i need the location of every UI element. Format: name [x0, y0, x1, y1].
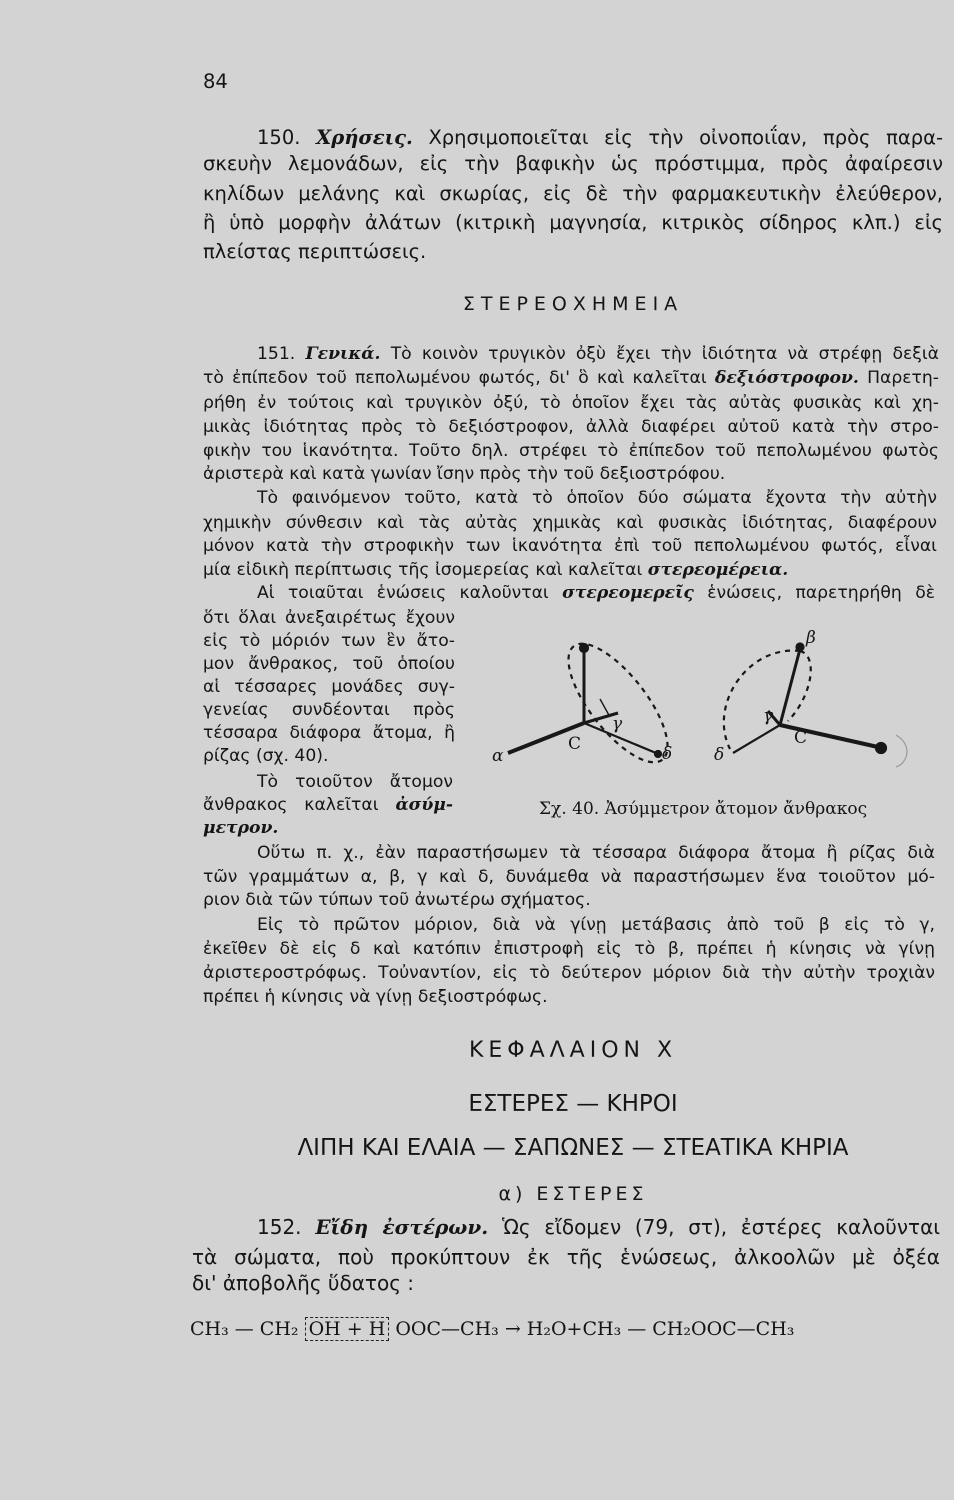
p151-line-3: ρήθη ἐν τούτοις καὶ τρυγικὸν ὀξύ, τὸ ὁποῖον ἔχει τὰς αὐτὰς φυσικὰς καὶ χη- — [203, 393, 939, 413]
p151-para4-left-2 — [203, 794, 453, 817]
p151-para3-left-4: αἱ τέσσαρες μονάδες συγ- — [203, 677, 455, 697]
label-delta-right: δ — [714, 745, 725, 765]
label-delta-left: δ — [662, 744, 673, 764]
p152-number: 152. — [257, 1215, 302, 1239]
p150-heading: Χρήσεις. — [316, 126, 413, 149]
p150-line-1-text: Χρησιμοποιεῖται εἰς τὴν οἰνοποιΐαν, πρὸς παρα- — [428, 126, 944, 149]
equation-products: H₂O+CH₃ — CH₂OOC—CH₃ — [526, 1318, 795, 1340]
p150-line-5: πλείστας περιπτώσεις. — [203, 240, 427, 263]
bond-c-beta-right — [780, 649, 800, 725]
section-heading-stereochemistry: ΣΤΕΡΕΟΧΗΜΕΙΑ — [462, 293, 684, 315]
label-gamma-left: γ — [612, 714, 623, 734]
page-number: 84 — [203, 70, 228, 93]
chapter-title-2: ΛΙΠΗ ΚΑΙ ΕΛΑΙΑ — ΣΑΠΩΝΕΣ — ΣΤΕΑΤΙΚΑ ΚΗΡΙΑ — [297, 1135, 849, 1161]
p150-line-4: ἢ ὑπὸ μορφὴν ἀλάτων (κιτρικὴ μαγνησία, κιτρικὸς σίδηρος κλπ.) εἰς — [203, 211, 943, 234]
p151-para6-line-3: ἀριστεροστρόφως. Τοὐναντίον, εἰς τὸ δεύτερον μόριον διὰ τὴν αὐτὴν τροχιὰν — [203, 963, 935, 983]
p151-para4-left-2-text: ἄνθρακος καλεῖται — [203, 795, 379, 815]
atom-delta-left — [655, 751, 661, 757]
p152-line-1 — [257, 1214, 940, 1240]
term-stereoisomeric: στερεομερεῖς — [562, 583, 694, 603]
label-c-left: C — [568, 734, 582, 754]
p152-line-3: δι' ἀποβολῆς ὕδατος : — [192, 1271, 415, 1295]
p152-heading: Εἴδη ἐστέρων. — [315, 1215, 489, 1239]
p151-number: 151. — [257, 344, 296, 364]
atom-alpha-right — [876, 743, 886, 753]
p151-para5-line-1: Οὕτω π. χ., ἐὰν παραστήσωμεν τὰ τέσσαρα διάφορα ἄτομα ἢ ρίζας διὰ — [257, 843, 935, 863]
subsection-heading-esters: α) ΕΣΤΕΡΕΣ — [498, 1183, 648, 1205]
p150-number: 150. — [257, 126, 301, 149]
rotation-path-right — [724, 651, 800, 749]
term-stereoisomerism: στερεομέρεια. — [647, 560, 789, 580]
p151-para4-left-1: Τὸ τοιοῦτον ἄτομον — [257, 772, 453, 792]
label-beta-right: β — [806, 628, 816, 648]
p151-line-1-text: Τὸ κοινὸν τρυγικὸν ὀξὺ ἔχει τὴν ἰδιότητα νὰ στρέφῃ δεξιὰ — [390, 344, 940, 364]
atom-alpha-right-ring — [896, 735, 907, 767]
esterification-equation — [190, 1318, 794, 1340]
p151-para6-line-1: Εἰς τὸ πρῶτον μόριον, διὰ νὰ γίνῃ μετάβασις ἀπὸ τοῦ β εἰς τὸ γ, — [257, 915, 935, 935]
label-alpha-left: α — [492, 746, 504, 766]
p151-para3-line-1 — [257, 582, 935, 605]
term-dextrorotatory: δεξιόστροφον. — [714, 368, 859, 388]
p151-line-2-text: τὸ ἐπίπεδον τοῦ πεπολωμένου φωτός, δι' ὃ καὶ καλεῖται — [203, 368, 707, 388]
p151-line-5: φικὴν του ἱκανότητα. Τοῦτο δηλ. στρέφει τὸ ἐπίπεδον τοῦ πεπολωμένου φωτὸς — [203, 441, 939, 461]
p151-para3-line-1-end: ἑνώσεις, παρετηρήθη δὲ — [707, 583, 935, 603]
p151-line-2 — [203, 367, 939, 390]
equation-arrow: → — [504, 1318, 521, 1340]
p151-para2-line-4 — [203, 559, 788, 582]
term-asymmetric-part2: μετρον. — [203, 818, 279, 838]
p151-para3-left-3: μον ἄνθρακος, τοῦ ὁποίου — [203, 654, 455, 674]
p151-para3-line-1-text: Αἱ τοιαῦται ἑνώσεις καλοῦνται — [257, 583, 549, 603]
equation-alcohol: CH₃ — CH₂ — [190, 1318, 299, 1340]
p151-para2-line-1: Τὸ φαινόμενον τοῦτο, κατὰ τὸ ὁποῖον δύο σώματα ἔχοντα τὴν αὐτὴν — [257, 488, 937, 508]
p150-line-1 — [257, 126, 943, 150]
bond-c-delta-right — [733, 725, 780, 753]
equation-water-box: OH + H — [305, 1317, 390, 1341]
p151-para2-line-4-text: μία εἰδικὴ περίπτωσις τῆς ἰσομερείας καὶ καλεῖται — [203, 560, 643, 580]
p151-para6-line-4: πρέπει ἡ κίνησις νὰ γίνῃ δεξιοστρόφως. — [203, 987, 548, 1007]
label-c-right: C — [794, 728, 808, 748]
p151-para3-left-5: γενείας συνδέονται πρὸς — [203, 700, 455, 720]
p151-para6-line-2: ἐκεῖθεν δὲ εἰς δ καὶ κατόπιν ἐπιστροφὴ εἰς τὸ β, πρέπει ἡ κίνησις νὰ γίνῃ — [203, 939, 935, 959]
p151-para2-line-3: μόνον κατὰ τὴν στροφικὴν των ἱκανότητα ἐπὶ τοῦ πεπολωμένου φωτός, εἶναι — [203, 536, 937, 556]
p151-para3-left-7: ρίζας (σχ. 40). — [203, 746, 329, 766]
path-arrow-left — [600, 699, 610, 717]
p151-para3-left-1: ὅτι ὅλαι ἀνεξαιρέτως ἔχουν — [203, 608, 455, 628]
label-gamma-right: γ — [763, 706, 774, 726]
atom-beta-right — [797, 644, 804, 651]
chapter-title-1: ΕΣΤΕΡΕΣ — ΚΗΡΟΙ — [468, 1091, 678, 1117]
figure-40-caption: Σχ. 40. Ἀσύμμετρον ἄτομον ἄνθρακος — [539, 799, 868, 819]
equation-acid: OOC—CH₃ — [395, 1318, 499, 1340]
term-asymmetric-part1: ἀσύμ- — [395, 795, 453, 815]
p151-line-4: μικὰς ἰδιότητας πρὸς τὸ δεξιόστροφον, ἀλλὰ διαφέρει αὐτοῦ κατὰ τὴν στρο- — [203, 417, 939, 437]
p151-para5-line-2: τῶν γραμμάτων α, β, γ καὶ δ, δυνάμεθα νὰ παραστήσωμεν ἕνα τοιοῦτον μό- — [203, 867, 935, 887]
atom-beta-left — [580, 644, 588, 652]
p151-heading: Γενικά. — [305, 344, 381, 364]
p151-para5-line-3: ριον διὰ τῶν τύπων τοῦ ἀνωτέρω σχήματος. — [203, 890, 591, 910]
p151-line-6: ἀριστερὰ καὶ κατὰ γωνίαν ἴσην πρὸς τὴν τοῦ δεξιοστρόφου. — [203, 464, 726, 484]
p150-line-2: σκευὴν λεμονάδων, εἰς τὴν βαφικὴν ὡς πρόστιμμα, πρὸς ἀφαίρεσιν — [203, 152, 943, 175]
p151-line-2-end: Παρετη- — [867, 368, 939, 388]
p152-line-1-text: Ὡς εἴδομεν (79, στ), ἐστέρες καλοῦνται — [501, 1215, 941, 1239]
p152-line-2: τὰ σώματα, ποὺ προκύπτουν ἐκ τῆς ἑνώσεως, ἀλκοολῶν μὲ ὀξέα — [192, 1245, 940, 1269]
p151-para3-left-6: τέσσαρα διάφορα ἄτομα, ἢ — [203, 723, 455, 743]
figure-40-asymmetric-carbon — [488, 615, 938, 775]
p151-para3-left-2: εἰς τὸ μόριόν των ἓν ἄτο- — [203, 631, 455, 651]
p150-line-3: κηλίδων μελάνης καὶ σκωρίας, εἰς δὲ τὴν φαρμακευτικὴν ἐλεύθερον, — [203, 182, 943, 205]
chapter-heading: ΚΕΦΑΛΑΙΟΝ Χ — [468, 1038, 678, 1063]
p151-line-1 — [257, 343, 939, 366]
p151-para2-line-2: χημικὴν σύνθεσιν καὶ τὰς αὐτὰς χημικὰς καὶ φυσικὰς ἰδιότητας, διαφέρουν — [203, 513, 937, 533]
